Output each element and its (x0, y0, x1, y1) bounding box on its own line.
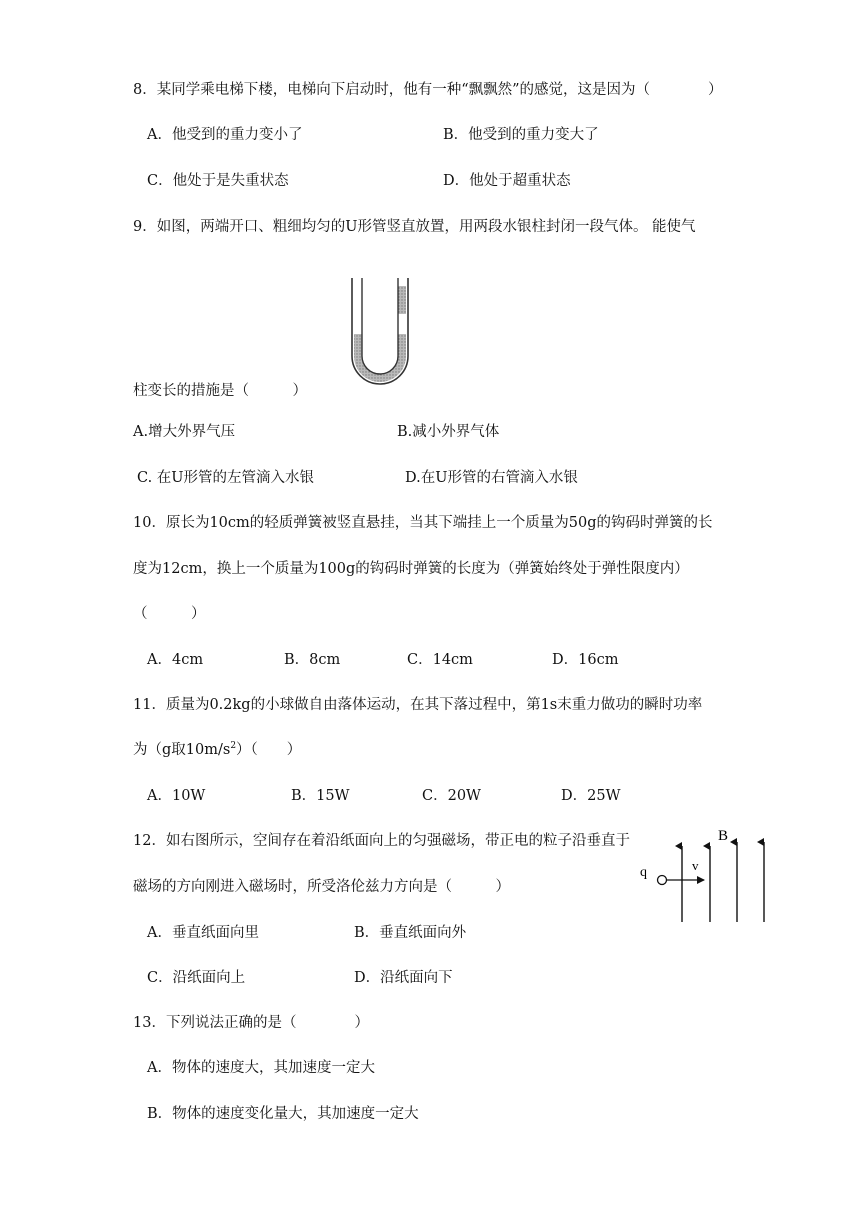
q11-option-a: A．10W (147, 788, 206, 804)
q11-stem-line1: 11．质量为0.2kg的小球做自由落体运动，在其下落过程中，第1s末重力做功的瞬时功率 (133, 697, 703, 713)
q11-stem-line2-a: 为（g取10m/s (133, 742, 231, 758)
q10-stem-line3: （ ） (133, 606, 206, 622)
q9-stem-line1: 9．如图，两端开口、粗细均匀的U形管竖直放置，用两段水银柱封闭一段气体。 能使气 (133, 219, 696, 235)
velocity-label-v: v (692, 858, 699, 873)
q11-option-d: D．25W (561, 788, 621, 804)
q12-option-d: D．沿纸面向下 (354, 970, 453, 986)
q11-superscript: 2 (230, 741, 237, 752)
q13-stem: 13．下列说法正确的是（ ） (133, 1015, 369, 1031)
q12-stem-line1: 12．如右图所示，空间存在着沿纸面向上的匀强磁场，带正电的粒子沿垂直于 (133, 833, 630, 849)
q11-stem-line2-b: ）（ ） (236, 742, 302, 758)
charge-label-q: q (640, 865, 647, 880)
mercury-right-column (398, 286, 406, 314)
q10-option-a: A．4cm (147, 652, 204, 668)
q9-stem-line2: 柱变长的措施是（ ） (133, 383, 307, 399)
q13-option-b: B．物体的速度变化量大，其加速度一定大 (147, 1106, 419, 1122)
q10-option-b: B．8cm (284, 652, 341, 668)
q12-option-a: A．垂直纸面向里 (147, 925, 259, 941)
q8-option-a: A．他受到的重力变小了 (147, 127, 303, 143)
q12-option-c: C．沿纸面向上 (147, 970, 246, 986)
q13-option-a: A．物体的速度大，其加速度一定大 (147, 1060, 375, 1076)
q10-option-d: D．16cm (552, 652, 619, 668)
field-label-b: B (718, 828, 729, 844)
q8-stem: 8．某同学乘电梯下楼，电梯向下启动时，他有一种“飘飘然”的感觉，这是因为（ ） (133, 82, 723, 98)
q8-option-d: D．他处于超重状态 (443, 173, 571, 189)
q12-option-b: B．垂直纸面向外 (354, 925, 467, 941)
q10-stem-line2: 度为12cm，换上一个质量为100g的钩码时弹簧的长度为（弹簧始终处于弹性限度内） (133, 561, 689, 577)
q11-option-c: C．20W (422, 788, 481, 804)
q9-option-c: C. 在U形管的左管滴入水银 (137, 470, 315, 486)
charge-particle (658, 876, 667, 885)
q11-stem-line2 (133, 740, 301, 760)
q8-option-c: C．他处于是失重状态 (147, 173, 289, 189)
q9-option-d: D.在U形管的右管滴入水银 (405, 470, 578, 486)
magnetic-field-figure (636, 822, 772, 924)
q11-option-b: B．15W (291, 788, 350, 804)
q9-option-a: A.增大外界气压 (133, 424, 236, 440)
q8-option-b: B．他受到的重力变大了 (443, 127, 599, 143)
u-tube-figure (344, 272, 416, 396)
q9-option-b: B.减小外界气体 (397, 424, 500, 440)
q10-stem-line1: 10．原长为10cm的轻质弹簧被竖直悬挂，当其下端挂上一个质量为50g的钩码时弹簧的长 (133, 515, 713, 531)
q12-stem-line2: 磁场的方向刚进入磁场时，所受洛伦兹力方向是（ ） (133, 879, 510, 895)
q10-option-c: C．14cm (407, 652, 473, 668)
